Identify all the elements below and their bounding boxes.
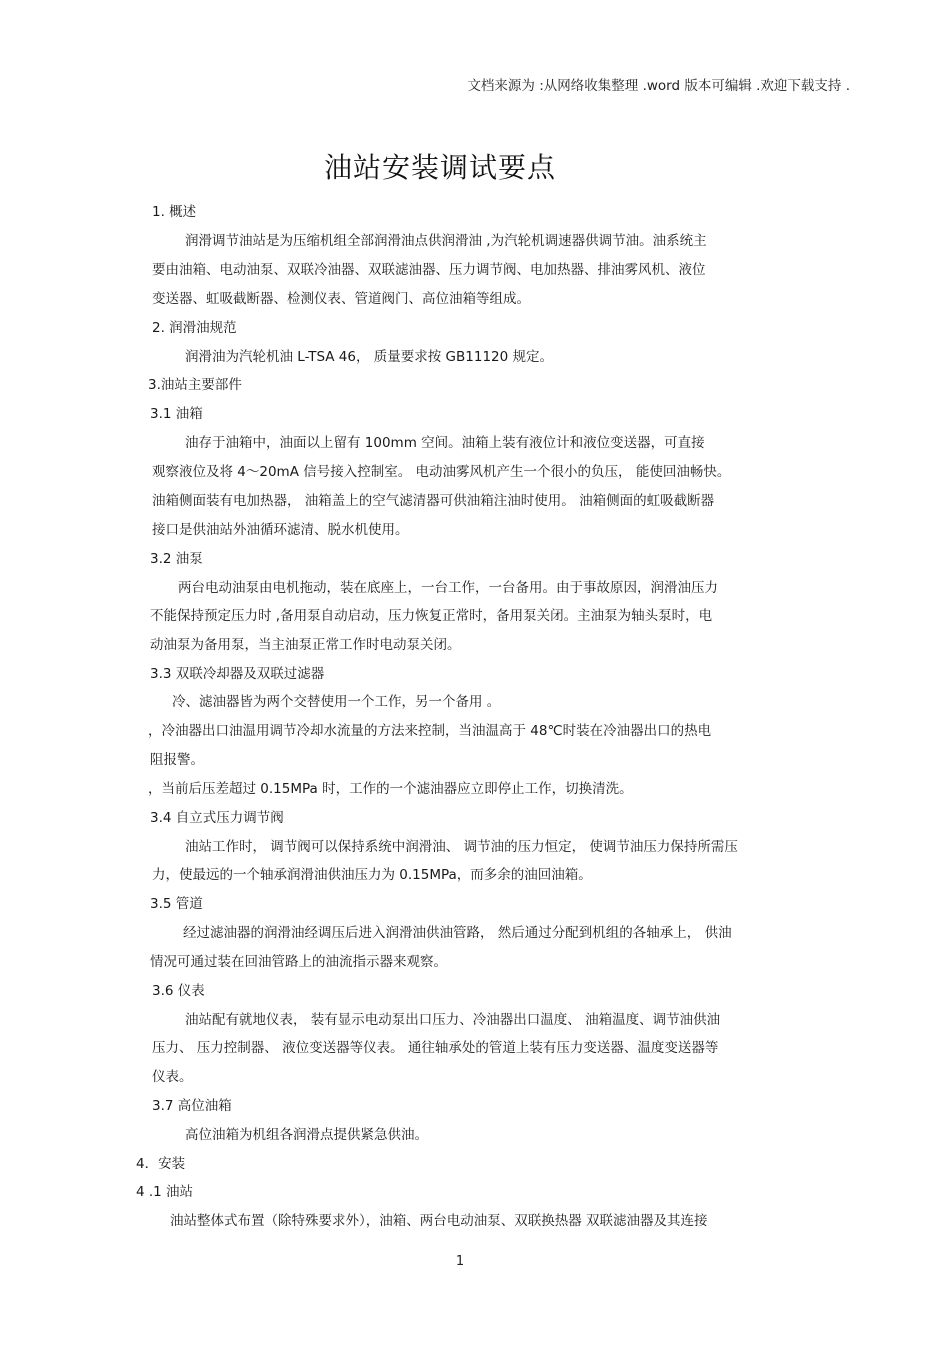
text-line: 4．安装 [136, 1156, 186, 1172]
text-line: 两台电动油泵由电机拖动，装在底座上，一台工作，一台备用。由于事故原因，润滑油压力 [178, 580, 718, 596]
text-line: 3.1 油箱 [150, 406, 203, 422]
text-line: 润滑调节油站是为压缩机组全部润滑油点供润滑油 ,为汽轮机调速器供调节油。油系统主 [185, 233, 707, 249]
text-line: 不能保持预定压力时 ,备用泵自动启动，压力恢复正常时，备用泵关闭。主油泵为轴头泵时，电 [150, 608, 713, 624]
text-line: 接口是供油站外油循环滤清、脱水机使用。 [152, 522, 409, 538]
text-line: 要由油箱、电动油泵、双联冷油器、双联滤油器、压力调节阀、电加热器、排油雾风机、液位 [152, 262, 706, 278]
page-number: 1 [455, 1254, 465, 1269]
text-line: 仪表。 [152, 1069, 193, 1085]
text-line: 3.2 油泵 [150, 551, 203, 567]
text-line: 压力、 压力控制器、 液位变送器等仪表。 通往轴承处的管道上装有压力变送器、温度变送器等 [152, 1040, 719, 1056]
text-line: 经过滤油器的润滑油经调压后进入润滑油供油管路， 然后通过分配到机组的各轴承上， 供油 [183, 925, 732, 941]
text-line: 冷、滤油器皆为两个交替使用一个工作，另一个备用 。 [172, 694, 501, 710]
text-line: 1. 概述 [152, 204, 197, 220]
text-line: 高位油箱为机组各润滑点提供紧急供油。 [185, 1127, 428, 1143]
page-header: 文档来源为 :从网络收集整理 .word 版本可编辑 .欢迎下载支持 . [467, 78, 850, 94]
text-line: ，冷油器出口油温用调节冷却水流量的方法来控制，当油温高于 48℃时装在冷油器出口的热电 [148, 723, 712, 739]
text-line: 4 .1 油站 [136, 1184, 194, 1200]
text-line: 阻报警。 [150, 752, 204, 768]
text-line: 油箱侧面装有电加热器， 油箱盖上的空气滤清器可供油箱注油时使用。 油箱侧面的虹吸截断器 [152, 493, 715, 509]
text-line: 情况可通过装在回油管路上的油流指示器来观察。 [150, 954, 447, 970]
text-line: 油站整体式布置（除特殊要求外），油箱、两台电动油泵、双联换热器 双联滤油器及其连接 [170, 1213, 708, 1229]
text-line: 3.5 管道 [150, 896, 203, 912]
text-line: 2. 润滑油规范 [152, 320, 237, 336]
text-line: 力，使最远的一个轴承润滑油供油压力为 0.15MPa，而多余的油回油箱。 [152, 867, 592, 883]
text-line: 3.3 双联冷却器及双联过滤器 [150, 666, 325, 682]
text-line: 润滑油为汽轮机油 L-TSA 46， 质量要求按 GB11120 规定。 [185, 349, 554, 365]
text-line: 3.4 自立式压力调节阀 [150, 810, 284, 826]
text-line: 观察液位及将 4～20mA 信号接入控制室。 电动油雾风机产生一个很小的负压， 能使回油畅快。 [152, 464, 731, 480]
text-line: 3.7 高位油箱 [152, 1098, 232, 1114]
text-line: 3.6 仪表 [152, 983, 205, 999]
text-line: 油站工作时， 调节阀可以保持系统中润滑油、 调节油的压力恒定， 使调节油压力保持所需压 [185, 839, 738, 855]
text-line: 油存于油箱中，油面以上留有 100mm 空间。油箱上装有液位计和液位变送器，可直接 [185, 435, 705, 451]
text-line: 动油泵为备用泵，当主油泵正常工作时电动泵关闭。 [150, 637, 461, 653]
document-title: 油站安装调试要点 [323, 151, 556, 184]
text-line: ，当前后压差超过 0.15MPa 时，工作的一个滤油器应立即停止工作，切换清洗。 [148, 781, 633, 797]
text-line: 变送器、虹吸截断器、检测仪表、管道阀门、高位油箱等组成。 [152, 291, 530, 307]
text-line: 3.油站主要部件 [148, 377, 242, 393]
text-line: 油站配有就地仪表， 装有显示电动泵出口压力、冷油器出口温度、 油箱温度、调节油供油 [185, 1012, 721, 1028]
